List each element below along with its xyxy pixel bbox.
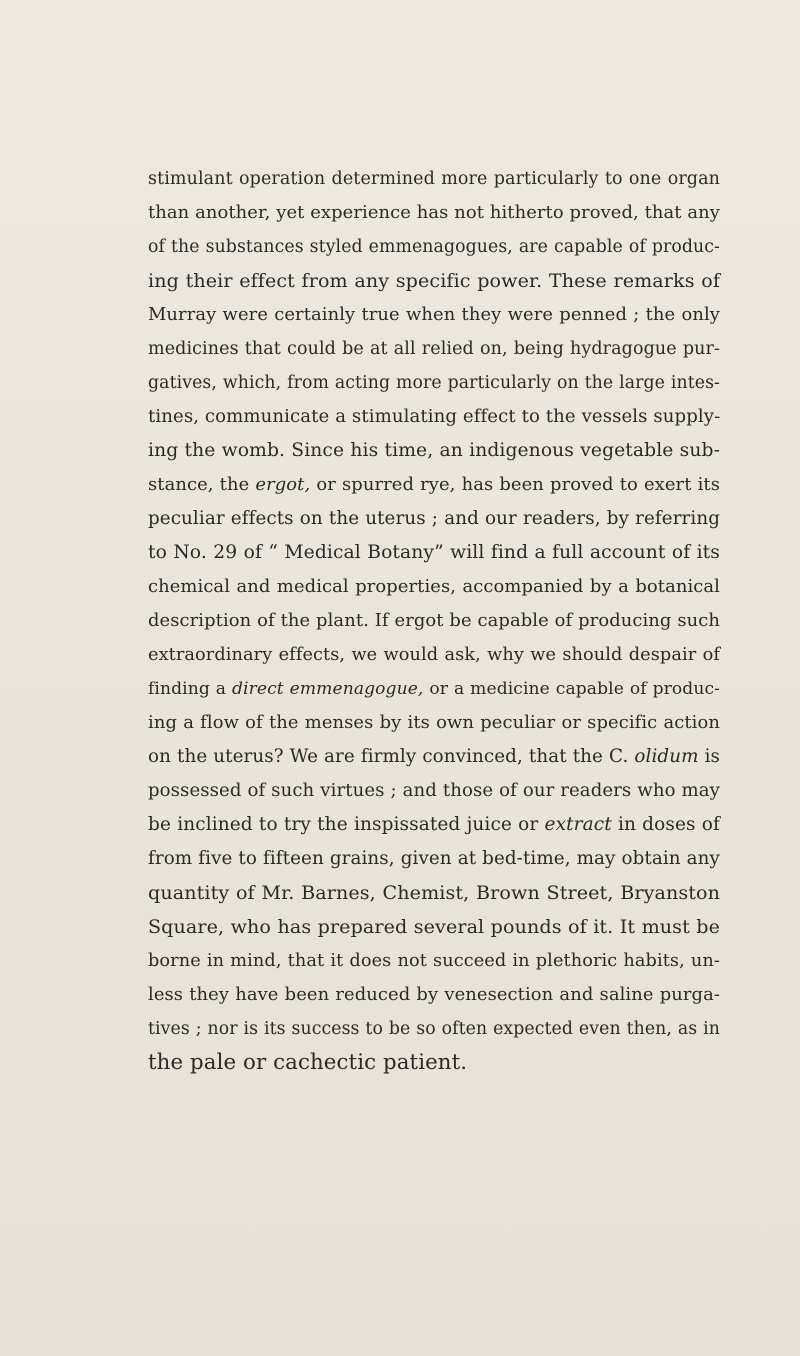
text-line: than another, yet experience has not hitherto proved, that any (148, 202, 720, 223)
text-line: gatives, which, from acting more particularly on the large intes- (148, 373, 720, 393)
text-line: to No. 29 of “ Medical Botany” will find a full account of its (148, 542, 720, 563)
text-line: description of the plant. If ergot be capable of producing such (148, 610, 720, 631)
text-line: ing their effect from any specific power. These remarks of (148, 269, 720, 292)
text-line: on the uterus? We are firmly convinced, that the C. olidum is (148, 746, 721, 767)
text-line: of the substances styled emmenagogues, are capable of produc- (148, 237, 720, 257)
text-line: possessed of such virtues ; and those of our readers who may (148, 780, 720, 801)
text-line: medicines that could be at all relied on, being hydragogue pur- (148, 339, 720, 359)
text-line: be inclined to try the inspissated juice or extract in doses of (148, 814, 720, 835)
text-line: tives ; nor is its success to be so often expected even then, as in (148, 1019, 720, 1039)
text-line: from five to fifteen grains, given at bed-time, may obtain any (148, 848, 720, 869)
text-line: stimulant operation determined more particularly to one organ (148, 169, 720, 189)
text-line: ing a flow of the menses by its own peculiar or specific action (148, 712, 720, 733)
text-line: stance, the ergot, or spurred rye, has been proved to exert its (148, 474, 720, 495)
body-paragraph (148, 162, 720, 1080)
text-line: tines, communicate a stimulating effect to the vessels supply- (148, 406, 721, 427)
text-line: ing the womb. Since his time, an indigenous vegetable sub- (148, 440, 720, 461)
text-line: Square, who has prepared several pounds of it. It must be (148, 915, 720, 938)
text-line: peculiar effects on the uterus ; and our readers, by referring (148, 508, 720, 529)
text-line: finding a direct emmenagogue, or a medicine capable of produc- (148, 679, 720, 699)
text-line: Murray were certainly true when they were penned ; the only (148, 304, 720, 325)
text-line: chemical and medical properties, accompanied by a botanical (148, 576, 720, 597)
text-line: the pale or cachectic patient. (148, 1050, 468, 1075)
text-line: less they have been reduced by venesection and saline purga- (148, 984, 720, 1005)
text-line: borne in mind, that it does not succeed in plethoric habits, un- (148, 951, 720, 971)
text-line: quantity of Mr. Barnes, Chemist, Brown Street, Bryanston (148, 881, 720, 904)
text-line: extraordinary effects, we would ask, why we should despair of (148, 645, 720, 665)
